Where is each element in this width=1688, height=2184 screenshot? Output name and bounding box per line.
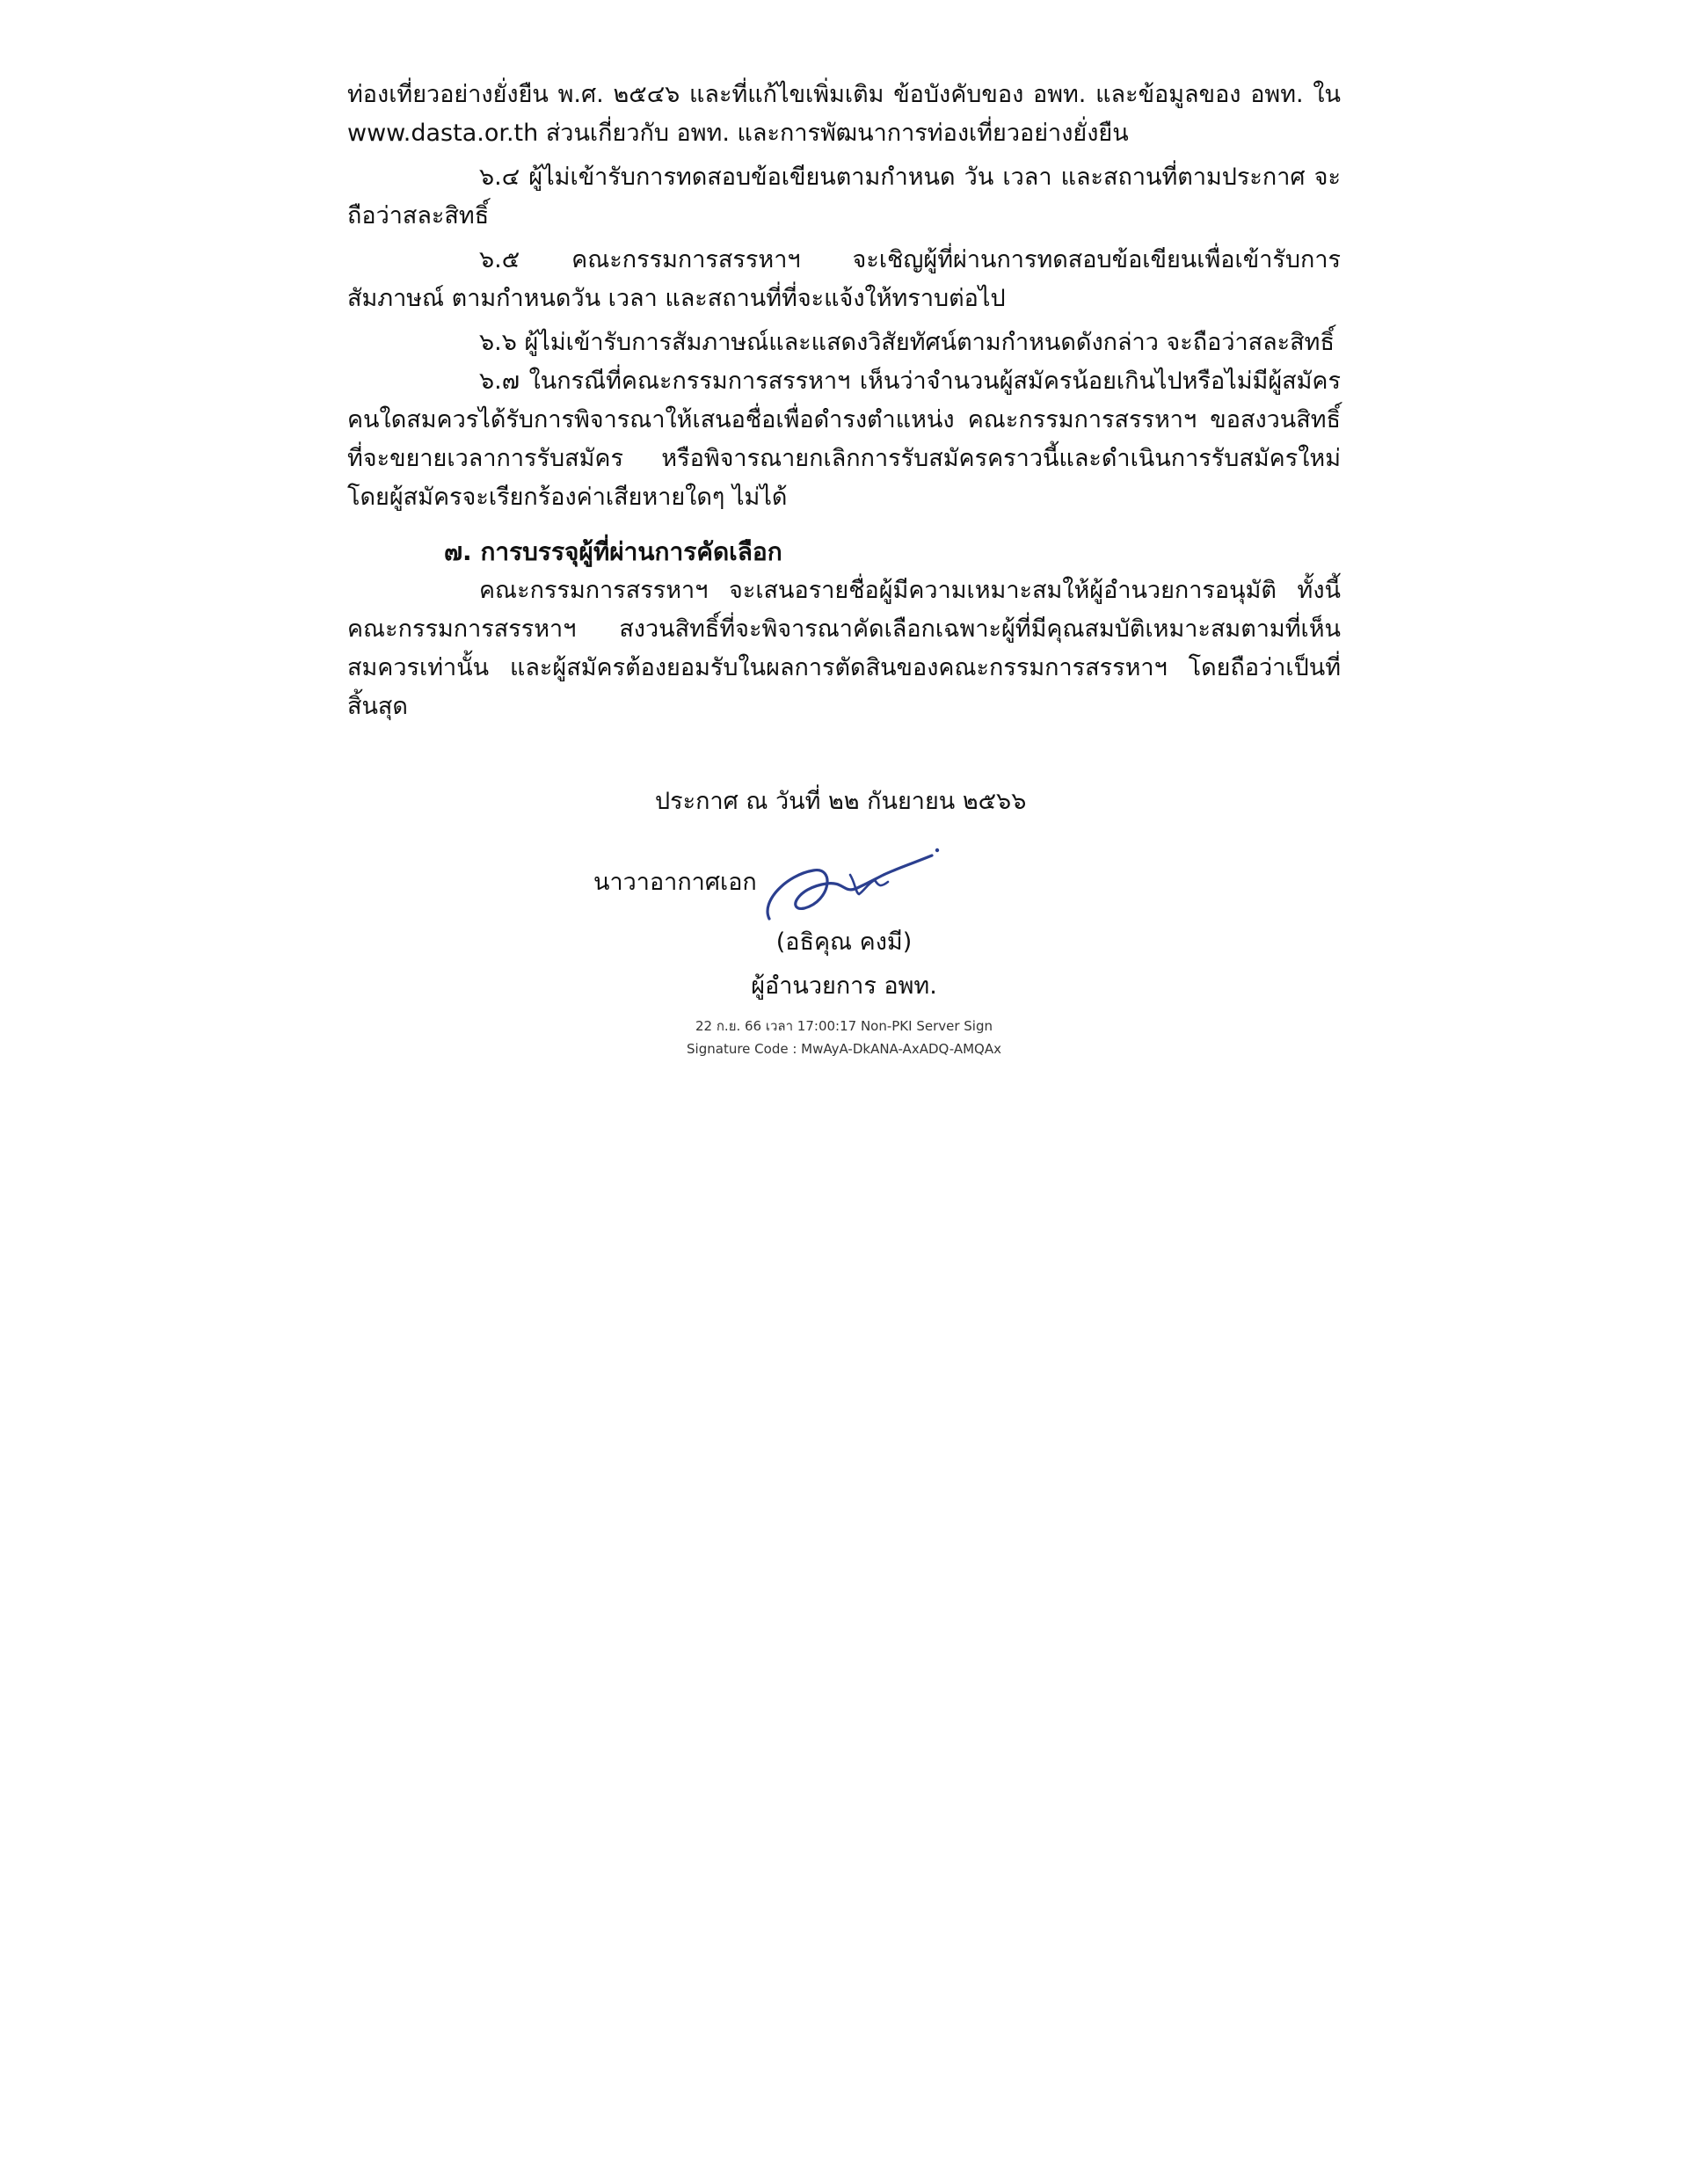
clause-6-7: ๖.๗ ในกรณีที่คณะกรรมการสรรหาฯ เห็นว่าจำนวนผู้สมัครน้อยเกินไปหรือไม่มีผู้สมัครคนใดสมควรได้รับการพิจารณาให้เสนอชื่อเพื่อดำรงตำแหน่ง คณะกรรมการสรรหาฯ ขอสงวนสิทธิ์ที่จะขยายเวลาการรับสมัคร หรือพิจารณายกเลิกการรับสมัครคราวนี้และดำเนินการรับสมัครใหม่ โดยผู้สมัครจะเรียกร้องค่าเสียหายใดๆ ไม่ได้ xyxy=(347,368,1341,511)
sign-timestamp: 22 ก.ย. 66 เวลา 17:00:17 Non-PKI Server Sign xyxy=(695,1018,993,1034)
paragraph-continuation: ท่องเที่ยวอย่างยั่งยืน พ.ศ. ๒๕๔๖ และที่แก้ไขเพิ่มเติม ข้อบังคับของ อพท. และข้อมูลของ อพท. ใน www.dasta.or.th ส่วนเกี่ยวกับ อพท. และการพัฒนาการท่องเที่ยวอย่างยั่งยืน xyxy=(347,81,1341,147)
section-7-body: คณะกรรมการสรรหาฯ จะเสนอรายชื่อผู้มีความเหมาะสมให้ผู้อำนวยการอนุมัติ ทั้งนี้ คณะกรรมการสรรหาฯ สงวนสิทธิ์ที่จะพิจารณาคัดเลือกเฉพาะผู้ที่มีคุณสมบัติเหมาะสมตามที่เห็นสมควรเท่านั้น และผู้สมัครต้องยอมรับในผลการตัดสินของคณะกรรมการสรรหาฯ โดยถือว่าเป็นที่สิ้นสุด xyxy=(347,577,1341,720)
clause-6-5: ๖.๕ คณะกรรมการสรรหาฯ จะเชิญผู้ที่ผ่านการทดสอบข้อเขียนเพื่อเข้ารับการสัมภาษณ์ ตามกำหนดวัน เวลา และสถานที่ที่จะแจ้งให้ทราบต่อไป xyxy=(347,246,1341,312)
clause-6-6: ๖.๖ ผู้ไม่เข้ารับการสัมภาษณ์และแสดงวิสัยทัศน์ตามกำหนดดังกล่าว จะถือว่าสละสิทธิ์ xyxy=(479,329,1335,356)
signatory-name: (อธิคุณ คงมี) xyxy=(775,928,913,956)
signatory-position: ผู้อำนวยการ อพท. xyxy=(751,972,937,1000)
announcement-date: ประกาศ ณ วันที่ ๒๒ กันยายน ๒๕๖๖ xyxy=(655,788,1027,815)
signature-code: Signature Code : MwAyA-DkANA-AxADQ-AMQAx xyxy=(687,1041,1001,1057)
section-7-title: ๗. การบรรจุผู้ที่ผ่านการคัดเลือก xyxy=(444,537,782,566)
clause-6-4: ๖.๔ ผู้ไม่เข้ารับการทดสอบข้อเขียนตามกำหนด วัน เวลา และสถานที่ตามประกาศ จะถือว่าสละสิทธิ์ xyxy=(347,164,1341,229)
document-body xyxy=(347,76,1341,726)
handwritten-signature xyxy=(752,840,945,928)
signatory-rank: นาวาอากาศเอก xyxy=(593,869,757,896)
